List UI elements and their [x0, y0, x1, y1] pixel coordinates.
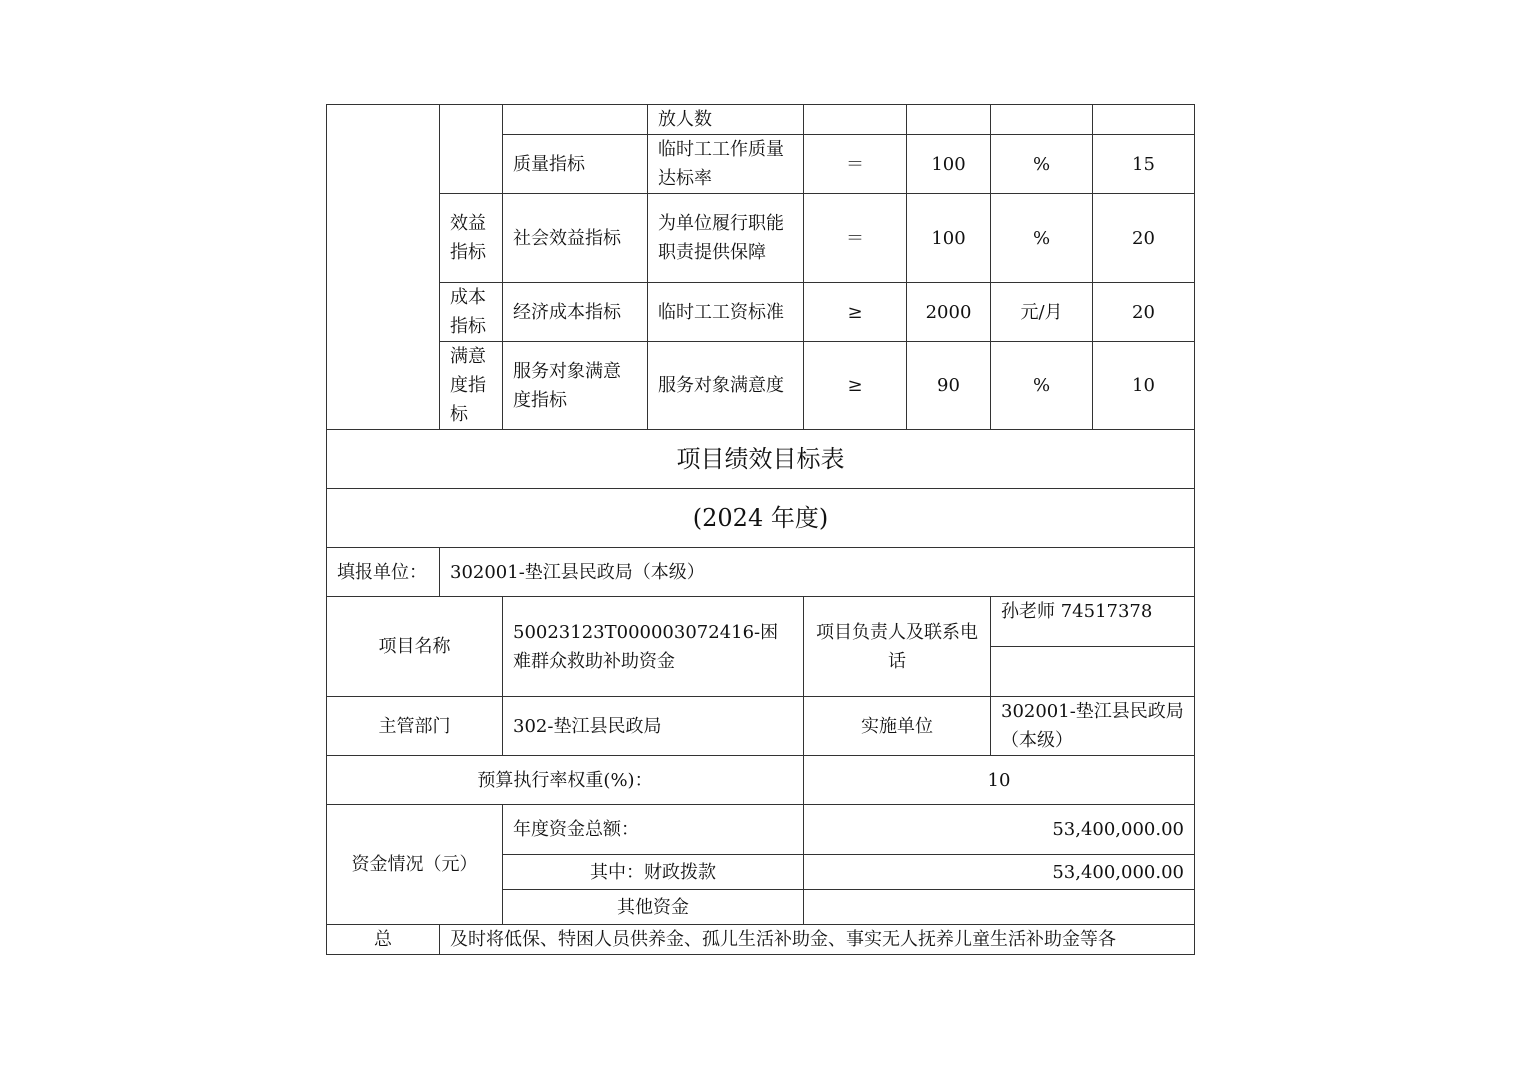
weight: [1093, 105, 1195, 135]
tertiary-indicator: 临时工工资标准: [648, 283, 804, 342]
primary-indicator: 成本指标: [440, 283, 503, 342]
weight: 10: [1093, 342, 1195, 430]
table-row: [327, 342, 1195, 430]
project-name-label: 项目名称: [327, 597, 503, 697]
primary-indicator: 满意度指标: [440, 342, 503, 430]
summary-text: 及时将低保、特困人员供养金、孤儿生活补助金、事实无人抚养儿童生活补助金等各: [440, 925, 1195, 955]
operator: ＝: [804, 135, 907, 194]
target-value: 100: [907, 194, 991, 283]
project-leader-value: 孙老师 74517378: [991, 597, 1195, 647]
primary-indicator: 效益指标: [440, 194, 503, 283]
table-row: [327, 756, 1195, 805]
department-label: 主管部门: [327, 697, 503, 756]
unit: [991, 105, 1093, 135]
tertiary-indicator: 临时工工作质量达标率: [648, 135, 804, 194]
operator: ≥: [804, 342, 907, 430]
project-leader-label: 项目负责人及联系电话: [804, 597, 991, 697]
target-value: 2000: [907, 283, 991, 342]
project-name-value: 50023123T000003072416-困难群众救助补助资金: [503, 597, 804, 697]
total-funds-value: 53,400,000.00: [804, 805, 1195, 855]
blank-cell: [440, 105, 503, 194]
unit: 元/月: [991, 283, 1093, 342]
table-row: [327, 697, 1195, 756]
other-funds-value: [804, 890, 1195, 925]
target-value: 90: [907, 342, 991, 430]
table-row: [327, 805, 1195, 855]
form-year: (2024 年度): [327, 489, 1195, 548]
weight: 15: [1093, 135, 1195, 194]
weight: 20: [1093, 194, 1195, 283]
blank-cell: [991, 647, 1195, 697]
total-funds-label: 年度资金总额：: [503, 805, 804, 855]
secondary-indicator: 质量指标: [503, 135, 648, 194]
operator: ≥: [804, 283, 907, 342]
implementing-unit-value: 302001-垫江县民政局（本级）: [991, 697, 1195, 756]
unit: %: [991, 342, 1093, 430]
operator: ＝: [804, 194, 907, 283]
tertiary-indicator: 为单位履行职能职责提供保障: [648, 194, 804, 283]
tertiary-indicator: 放人数: [648, 105, 804, 135]
table-row: [327, 194, 1195, 283]
reporting-unit-value: 302001-垫江县民政局（本级）: [440, 548, 1195, 597]
secondary-indicator: [503, 105, 648, 135]
target-value: [907, 105, 991, 135]
secondary-indicator: 社会效益指标: [503, 194, 648, 283]
tertiary-indicator: 服务对象满意度: [648, 342, 804, 430]
budget-rate-value: 10: [804, 756, 1195, 805]
form-title: 项目绩效目标表: [327, 430, 1195, 489]
implementing-unit-label: 实施单位: [804, 697, 991, 756]
secondary-indicator: 服务对象满意度指标: [503, 342, 648, 430]
blank-cell: [327, 105, 440, 430]
table-row: [327, 283, 1195, 342]
target-value: 100: [907, 135, 991, 194]
reporting-unit-label: 填报单位：: [327, 548, 440, 597]
table-row: [327, 548, 1195, 597]
unit: %: [991, 194, 1093, 283]
budget-rate-label: 预算执行率权重(%)：: [327, 756, 804, 805]
fiscal-funds-value: 53,400,000.00: [804, 855, 1195, 890]
fiscal-funds-label: 其中：财政拨款: [503, 855, 804, 890]
table-row: [327, 489, 1195, 548]
table-row: [327, 105, 1195, 135]
performance-document: [326, 104, 1194, 955]
table-row: [327, 430, 1195, 489]
operator: [804, 105, 907, 135]
department-value: 302-垫江县民政局: [503, 697, 804, 756]
other-funds-label: 其他资金: [503, 890, 804, 925]
summary-label: 总: [327, 925, 440, 955]
funds-label: 资金情况（元）: [327, 805, 503, 925]
secondary-indicator: 经济成本指标: [503, 283, 648, 342]
performance-table: [326, 104, 1195, 955]
table-row: [327, 597, 1195, 647]
table-row: [327, 925, 1195, 955]
unit: %: [991, 135, 1093, 194]
weight: 20: [1093, 283, 1195, 342]
